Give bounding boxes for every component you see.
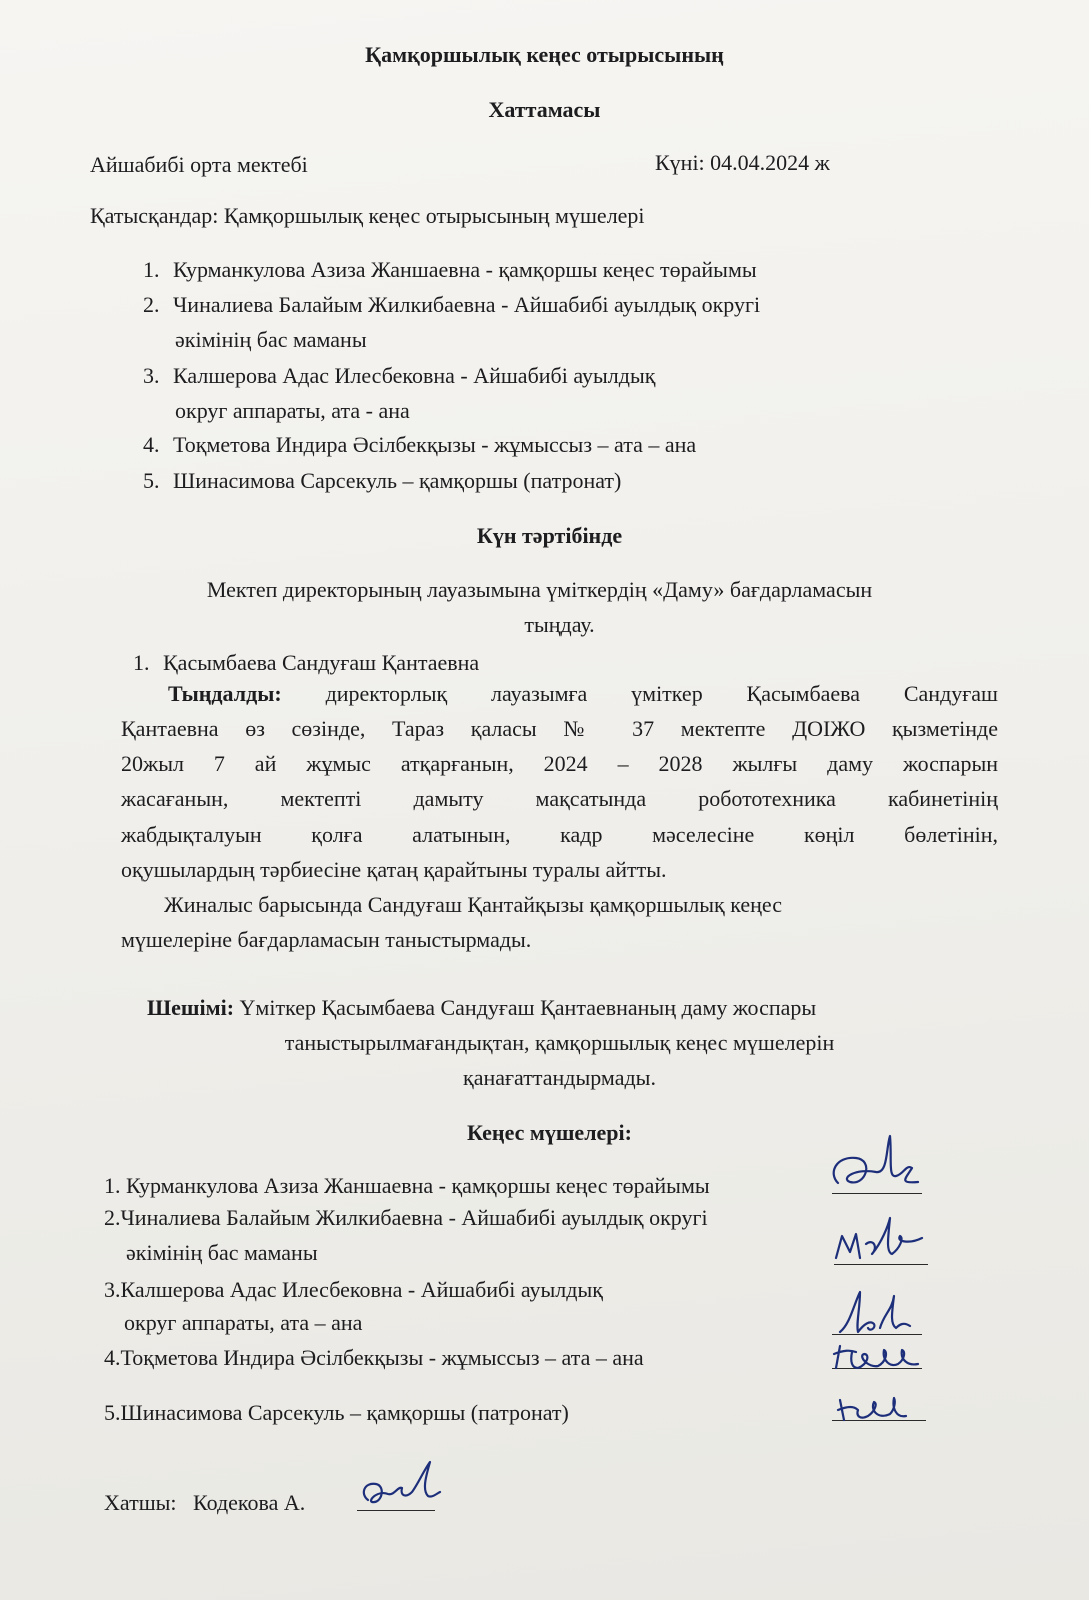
member-line: Шинасимова Сарсекуль – қамқоршы (патронат) xyxy=(120,1400,569,1425)
meeting-note-line: мүшелеріне бағдарламасын таныстырмады. xyxy=(121,927,532,952)
decision-line: қанағаттандырмады. xyxy=(463,1065,656,1090)
heard-line: Қантаевна өз сөзінде, Тараз қаласы № 37 мектепте ДОІЖО қызметінде xyxy=(121,716,998,741)
agenda-item-line: Мектеп директорының лауазымына үміткердің «Даму» бағдарламасын xyxy=(206,577,873,602)
list-number: 5. xyxy=(104,1400,121,1425)
list-number: 1. xyxy=(133,650,150,675)
list-number: 2. xyxy=(143,292,160,317)
participant-line: Курманкулова Азиза Жаншаевна - қамқоршы кеңес төрайымы xyxy=(173,257,757,282)
decision-text: Үміткер Қасымбаева Сандуғаш Қантаевнаның даму жоспары xyxy=(239,995,817,1020)
participant-line: Шинасимова Сарсекуль – қамқоршы (патронат) xyxy=(173,468,622,493)
list-number: 3. xyxy=(104,1277,121,1302)
secretary-label: Хатшы: xyxy=(104,1490,177,1515)
heard-paragraph-first-line xyxy=(168,681,998,707)
agenda-item-line: тыңдау. xyxy=(524,612,595,637)
heard-line: оқушылардың тәрбиесіне қатаң қарайтыны туралы айтты. xyxy=(121,857,667,882)
decision-label: Шешімі: xyxy=(147,995,235,1020)
member-line: Калшерова Адас Илесбековна - Айшабибі ауылдық xyxy=(120,1277,603,1302)
signature-4 xyxy=(828,1338,924,1378)
participant-item xyxy=(143,363,655,389)
member-line: Чиналиева Балайым Жилкибаевна - Айшабибі ауылдық округі xyxy=(120,1205,708,1230)
heard-label: Тыңдалды: xyxy=(168,681,282,706)
participant-item xyxy=(143,292,760,318)
heard-line: жабдықталуын қолға алатынын, кадр мәселесіне көңіл бөлетінін, xyxy=(121,822,998,847)
list-number: 5. xyxy=(143,468,160,493)
members-heading: Кеңес мүшелері: xyxy=(467,1120,632,1145)
agenda-heading: Күн тәртібінде xyxy=(476,523,623,548)
signature-1 xyxy=(826,1128,926,1198)
member-line: әкімінің бас маманы xyxy=(126,1240,318,1265)
candidate-name: Қасымбаева Сандуғаш Қантаевна xyxy=(163,650,480,675)
participants-label: Қатысқандар: Қамқоршылық кеңес отырысының мүшелері xyxy=(90,203,645,228)
participant-line: Тоқметова Индира Әсілбекқызы - жұмыссыз – ата – ана xyxy=(173,432,697,457)
list-number: 4. xyxy=(143,432,160,457)
meeting-note-line: Жиналыс барысында Сандуғаш Қантайқызы қамқоршылық кеңес xyxy=(164,892,782,917)
secretary-line xyxy=(104,1490,305,1516)
member-line: округ аппараты, ата – ана xyxy=(124,1310,363,1335)
member-item xyxy=(104,1205,708,1231)
member-line: Тоқметова Индира Әсілбекқызы - жұмыссыз – ата – ана xyxy=(120,1345,644,1370)
participant-item xyxy=(143,468,621,494)
member-item xyxy=(104,1400,569,1426)
candidate-item xyxy=(133,650,479,676)
document-subtitle: Хаттамасы xyxy=(488,97,601,122)
participant-item xyxy=(143,257,757,283)
participant-line: Чиналиева Балайым Жилкибаевна - Айшабибі ауылдық округі xyxy=(173,292,761,317)
member-item xyxy=(104,1345,644,1371)
list-number: 1. xyxy=(143,257,160,282)
member-item xyxy=(104,1173,710,1199)
list-number: 4. xyxy=(104,1345,121,1370)
document-title: Қамқоршылық кеңес отырысының xyxy=(365,42,724,67)
school-name: Айшабибі орта мектебі xyxy=(90,152,308,177)
meeting-date: Күні: 04.04.2024 ж xyxy=(655,150,830,175)
decision-line: таныстырылмағандықтан, қамқоршылық кеңес мүшелерін xyxy=(284,1030,835,1055)
heard-line: жасағанын, мектепті дамыту мақсатында робототехника кабинетінің xyxy=(121,786,998,811)
list-number: 2. xyxy=(104,1205,121,1230)
decision-first-line xyxy=(147,995,816,1021)
participant-item xyxy=(143,432,696,458)
signature-3 xyxy=(830,1284,920,1340)
participant-line: округ аппараты, ата - ана xyxy=(175,398,410,423)
list-number: 1. xyxy=(104,1173,121,1198)
list-number: 3. xyxy=(143,363,160,388)
heard-line: 20жыл 7 ай жұмыс атқарғанын, 2024 – 2028 жылғы даму жоспарын xyxy=(121,751,998,776)
signature-2 xyxy=(830,1208,930,1268)
heard-text: директорлық лауазымға үміткер Қасымбаева Сандуғаш xyxy=(325,681,999,706)
participant-line: әкімінің бас маманы xyxy=(175,327,367,352)
participant-line: Калшерова Адас Илесбековна - Айшабибі ауылдық xyxy=(173,363,656,388)
secretary-name: Кодекова А. xyxy=(193,1490,306,1515)
signature-5 xyxy=(834,1392,914,1428)
signature-secretary xyxy=(354,1456,444,1512)
member-item xyxy=(104,1277,603,1303)
member-line: Курманкулова Азиза Жаншаевна - қамқоршы кеңес төрайымы xyxy=(126,1173,710,1198)
